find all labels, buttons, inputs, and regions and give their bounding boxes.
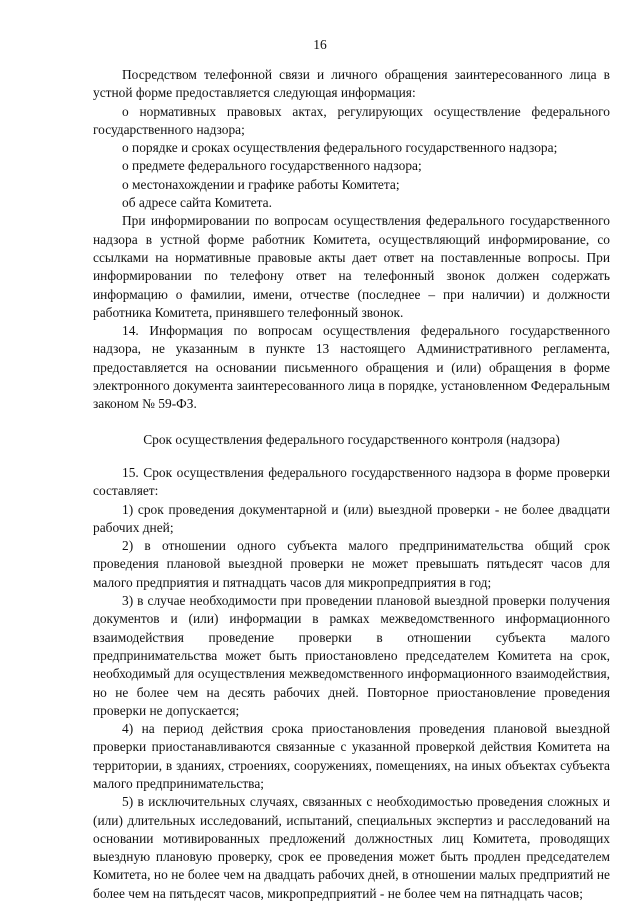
list-item: 1) срок проведения документарной и (или) выездной проверки - не более двадцати рабочих дней; [93, 501, 610, 535]
body-text [93, 66, 610, 903]
list-item: о нормативных правовых актах, регулирующих осуществление федерального государственного надзора; [93, 103, 610, 137]
list-item: 4) на период действия срока приостановления проведения плановой выездной проверки приостанавливаются связанные с указанной проверкой действия Комитета на территории, в зданиях, строениях, сооружениях, помещениях, на иных объектах субъекта малого предпринимательства; [93, 721, 610, 791]
list-item: 2) в отношении одного субъекта малого предпринимательства общий срок проведения плановой выездной проверки не может превышать пятьдесят часов для малого предприятия и пятнадцать часов для микропредприятия в год; [93, 538, 610, 590]
paragraph: Посредством телефонной связи и личного обращения заинтересованного лица в устной форме предоставляется следующая информация: [93, 67, 610, 101]
list-item: о предмете федерального государственного надзора; [122, 158, 422, 174]
paragraph: 15. Срок осуществления федерального государственного надзора в форме проверки составляет: [93, 464, 610, 499]
paragraph: 14. Информация по вопросам осуществления федерального государственного надзора, не указанным в пункте 13 настоящего Административного регламента, предоставляется на основании письменного обращения и (или) обращения в форме электронного документа заинтересованного лица в порядке, установленном Федеральным законом № 59-ФЗ. [93, 323, 610, 412]
list-item: о порядке и сроках осуществления федерального государственного надзора; [122, 140, 558, 156]
page-number: 16 [313, 37, 327, 52]
list-item: 5) в исключительных случаях, связанных с необходимостью проведения сложных и (или) длительных исследований, испытаний, специальных экспертиз и расследований на основании мотивированных предложений должностных лиц Комитета, проводящих выездную плановую проверку, срок ее проведения может быть продлен председателем Комитета, но не более чем на двадцать рабочих дней, в отношении малых предприятий не более чем на пятьдесят часов, микропредприятий - не более чем на пятнадцать часов; [93, 794, 610, 901]
list-item: о местонахождении и графике работы Комитета; [122, 176, 400, 192]
list-item: 3) в случае необходимости при проведении плановой выездной проверки получения документов и (или) информации в рамках межведомственного информационного взаимодействия проведение проверки в отношении субъекта малого предпринимательства может быть приостановлено председателем Комитета на срок, необходимый для осуществления межведомственного информационного взаимодействия, но не более чем на десять рабочих дней. Повторное приостановление проведения проверки не допускается; [93, 593, 610, 718]
section-heading: Срок осуществления федерального государственного контроля (надзора) [143, 431, 560, 447]
list-item: об адресе сайта Комитета. [122, 195, 272, 211]
paragraph: При информировании по вопросам осуществления федерального государственного надзора в устной форме работник Комитета, осуществляющий информирование, со ссылками на нормативные правовые акты дает ответ на поставленные вопросы. При информировании по телефону ответ на телефонный звонок должен содержать информацию о фамилии, имени, отчестве (последнее – при наличии) и должности работника Комитета, принявшего телефонный звонок. [93, 213, 610, 320]
